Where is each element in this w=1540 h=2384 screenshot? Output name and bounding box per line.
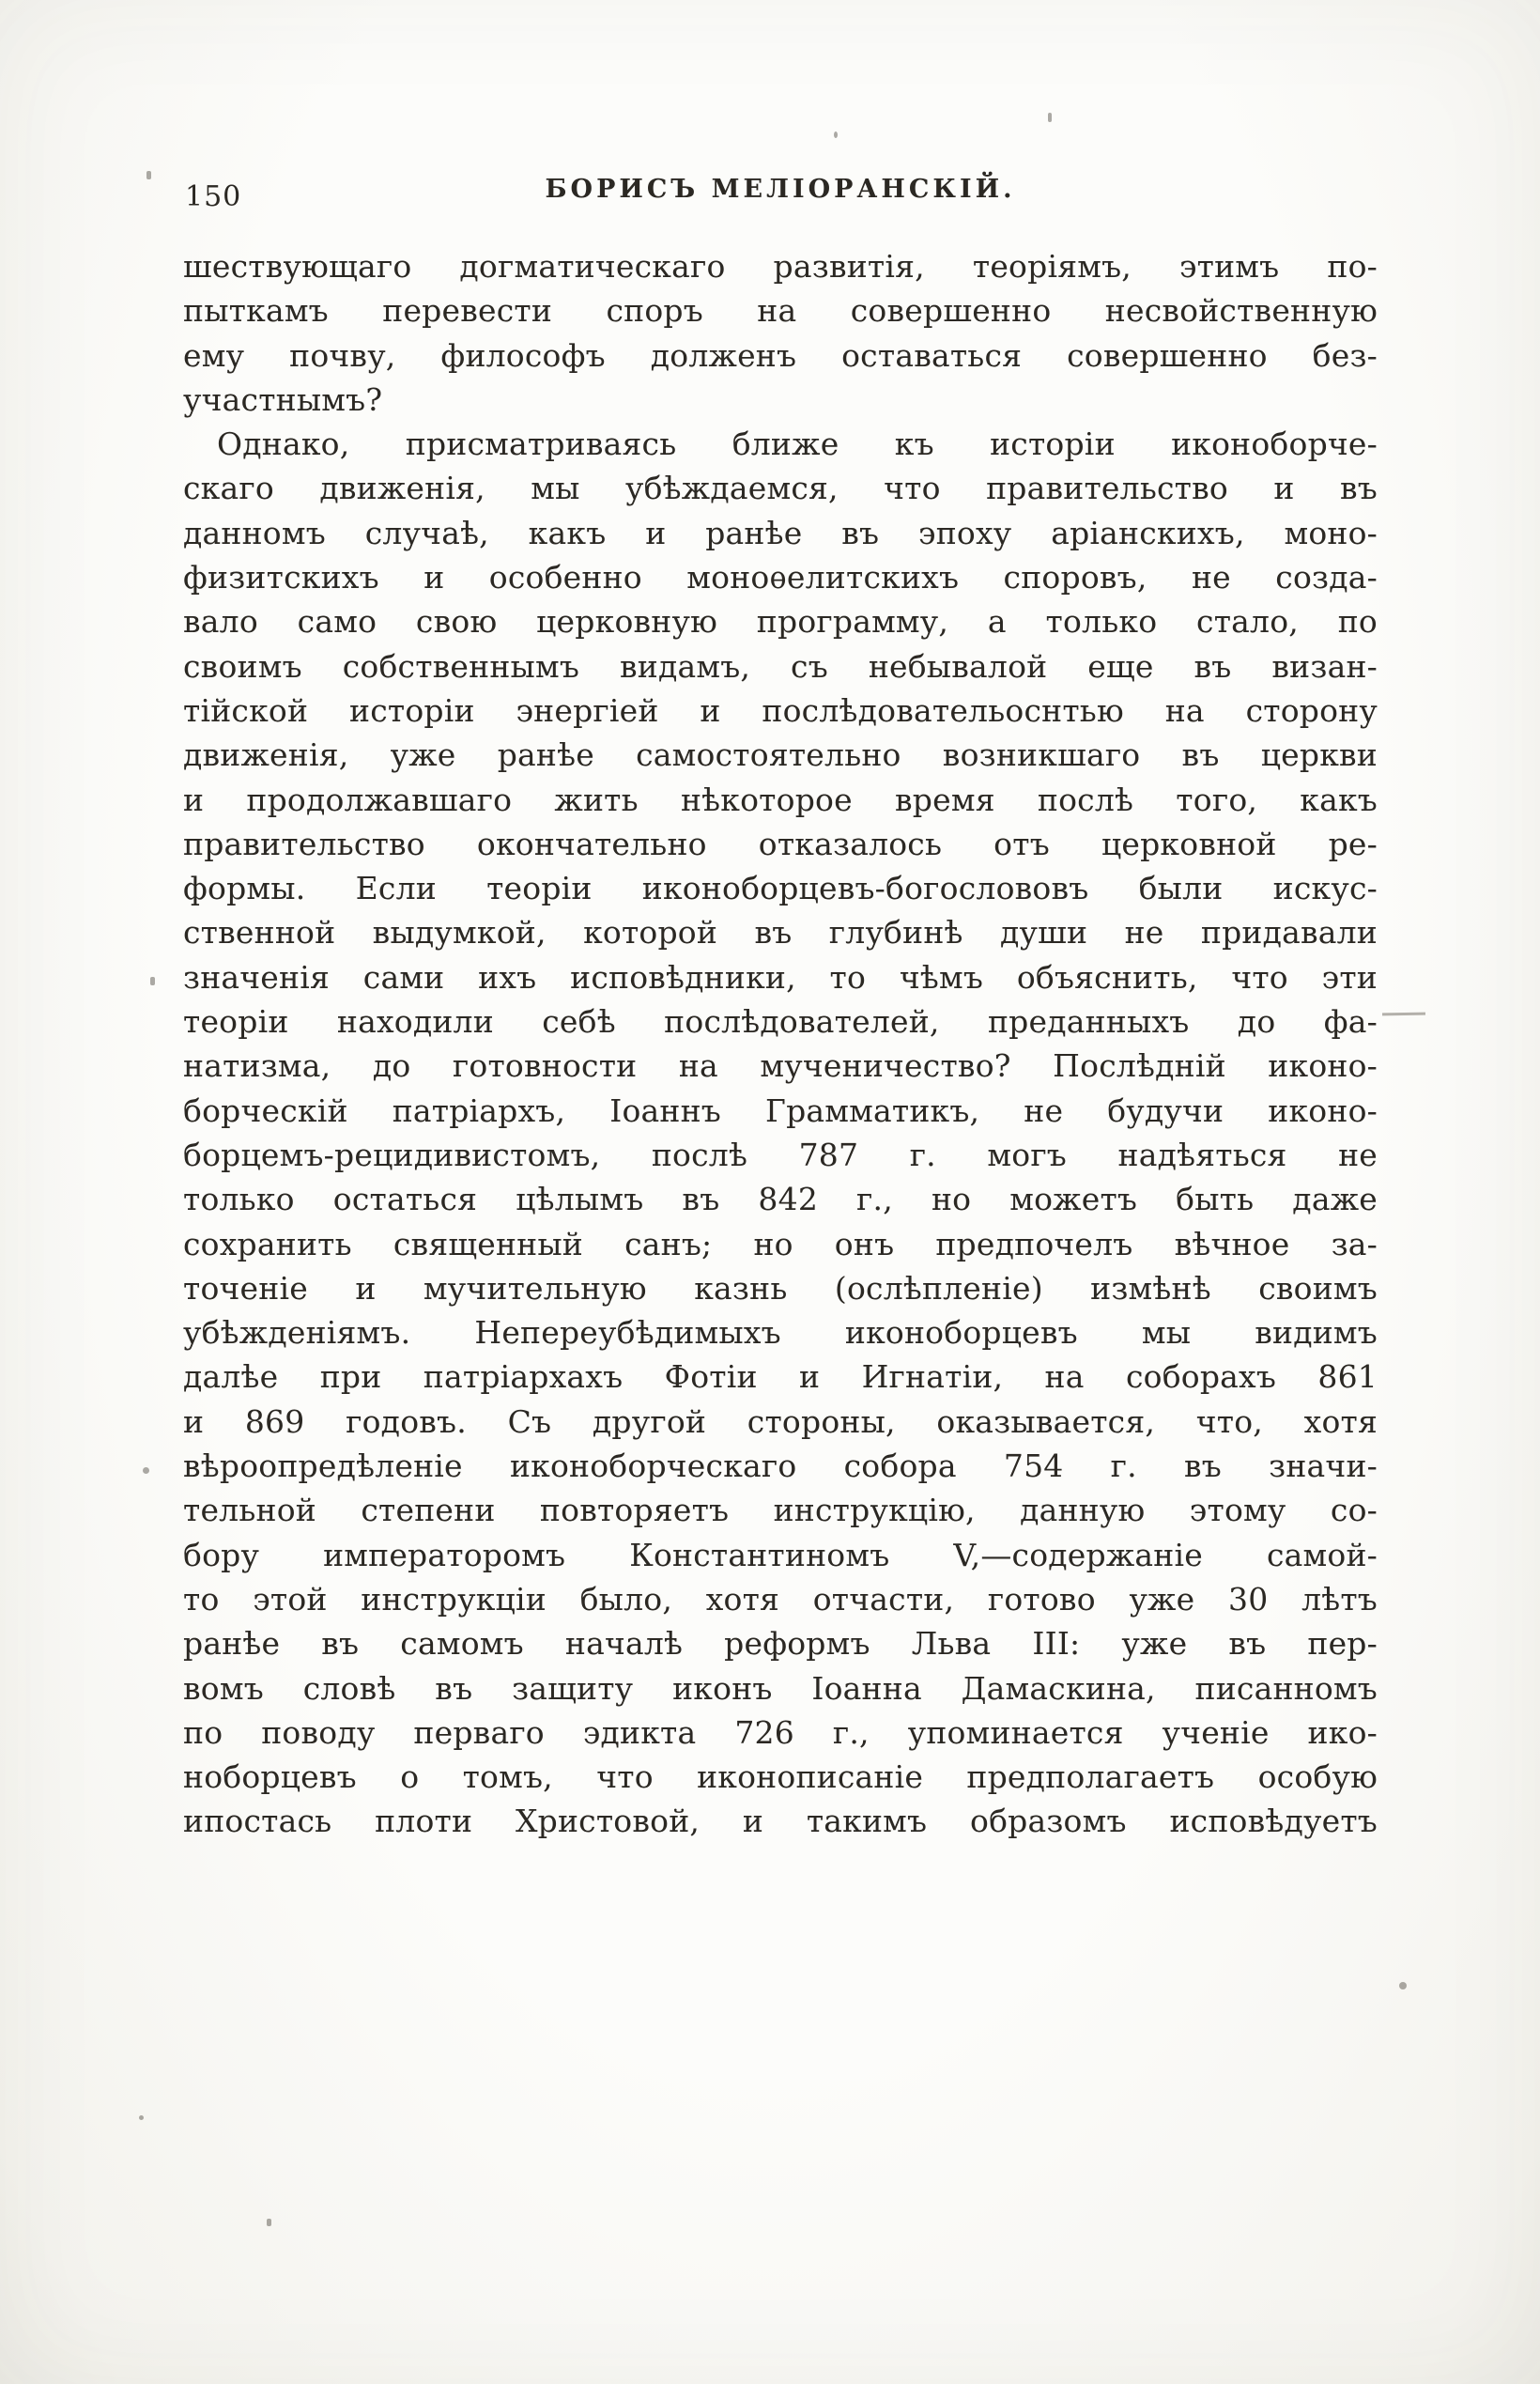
page-number: 150 [185, 180, 242, 213]
text-line: и 869 годовъ. Съ другой стороны, оказывается, что, хотя [183, 1402, 1378, 1440]
page-header [183, 175, 1378, 222]
text-line: значенія сами ихъ исповѣдники, то чѣмъ объяснить, что эти [183, 958, 1378, 996]
text-line: борческій патріархъ, Іоаннъ Грамматикъ, не будучи иконо- [183, 1091, 1378, 1129]
text-line: тельной степени повторяетъ инструкцію, данную этому со- [183, 1492, 1378, 1529]
text-line: ранѣе въ самомъ началѣ реформъ Льва III: уже въ пер- [183, 1625, 1378, 1663]
text-line: ему почву, философъ долженъ оставаться совершенно без- [183, 336, 1378, 374]
text-line: пыткамъ перевести споръ на совершенно несвойственную [183, 292, 1378, 330]
text-line: шествующаго догматическаго развитія, теоріямъ, этимъ по- [183, 248, 1378, 285]
text-line: движенія, уже ранѣе самостоятельно возникшаго въ церкви [183, 736, 1378, 774]
scan-speck [1048, 113, 1052, 122]
text-line: только остаться цѣлымъ въ 842 г., но можетъ быть даже [183, 1181, 1378, 1218]
text-line: своимъ собственнымъ видамъ, съ небывалой еще въ визан- [183, 647, 1378, 685]
text-line: Однако, присматриваясь ближе къ исторіи иконоборче- [217, 426, 1378, 463]
text-line: далѣе при патріархахъ Фотіи и Игнатіи, на соборахъ 861 [183, 1358, 1378, 1396]
text-line: данномъ случаѣ, какъ и ранѣе въ эпоху аріанскихъ, моно- [183, 514, 1378, 551]
text-line: точеніе и мучительную казнь (ослѣпленіе) измѣнѣ своимъ [183, 1269, 1378, 1307]
text-line: тійской исторіи энергіей и послѣдовательоснтью на сторону [183, 691, 1378, 729]
text-line: формы. Если теоріи иконоборцевъ-богослововъ были искус- [183, 870, 1378, 907]
text-line: по поводу перваго эдикта 726 г., упоминается ученіе ико- [183, 1713, 1378, 1751]
text-line: бору императоромъ Константиномъ V,—содержаніе самой- [183, 1536, 1378, 1573]
text-line: теоріи находили себѣ послѣдователей, преданныхъ до фа- [183, 1003, 1378, 1041]
text-line: физитскихъ и особенно моноѳелитскихъ споровъ, не созда- [183, 559, 1378, 596]
scan-speck [150, 977, 155, 985]
scan-speck [139, 2115, 144, 2120]
text-line: сохранить священный санъ; но онъ предпочелъ вѣчное за- [183, 1225, 1378, 1262]
text-line: то этой инструкціи было, хотя отчасти, готово уже 30 лѣтъ [183, 1580, 1378, 1618]
scan-artifact-dash [1382, 1013, 1425, 1016]
running-header: БОРИСЪ МЕЛІОРАНСКІЙ. [545, 175, 1016, 204]
text-line: вало само свою церковную программу, а только стало, по [183, 603, 1378, 641]
text-line: участнымъ? [183, 380, 383, 418]
scan-speck [834, 132, 838, 138]
text-line: вомъ словѣ въ защиту иконъ Іоанна Дамаскина, писанномъ [183, 1669, 1378, 1707]
text-line: и продолжавшаго жить нѣкоторое время послѣ того, какъ [183, 781, 1378, 818]
scan-speck [143, 1467, 149, 1474]
text-line: борцемъ-рецидивистомъ, послѣ 787 г. могъ надѣяться не [183, 1136, 1378, 1173]
text-line: натизма, до готовности на мученичество? Послѣдній иконо- [183, 1047, 1378, 1085]
text-line: ипостась плоти Христовой, и такимъ образомъ исповѣдуетъ [183, 1803, 1378, 1840]
body-text [183, 244, 1378, 1844]
text-line: правительство окончательно отказалось отъ церковной ре- [183, 825, 1378, 862]
text-line: вѣроопредѣленіе иконоборческаго собора 754 г. въ значи- [183, 1447, 1378, 1485]
text-line: ноборцевъ о томъ, что иконописаніе предполагаетъ особую [183, 1758, 1378, 1796]
text-line: убѣжденіямъ. Непереубѣдимыхъ иконоборцевъ мы видимъ [183, 1314, 1378, 1352]
text-line: ственной выдумкой, которой въ глубинѣ души не придавали [183, 914, 1378, 952]
scan-speck [146, 171, 151, 179]
scan-speck [1399, 1982, 1407, 1989]
text-line: скаго движенія, мы убѣждаемся, что правительство и въ [183, 470, 1378, 507]
scan-speck [267, 2219, 271, 2226]
